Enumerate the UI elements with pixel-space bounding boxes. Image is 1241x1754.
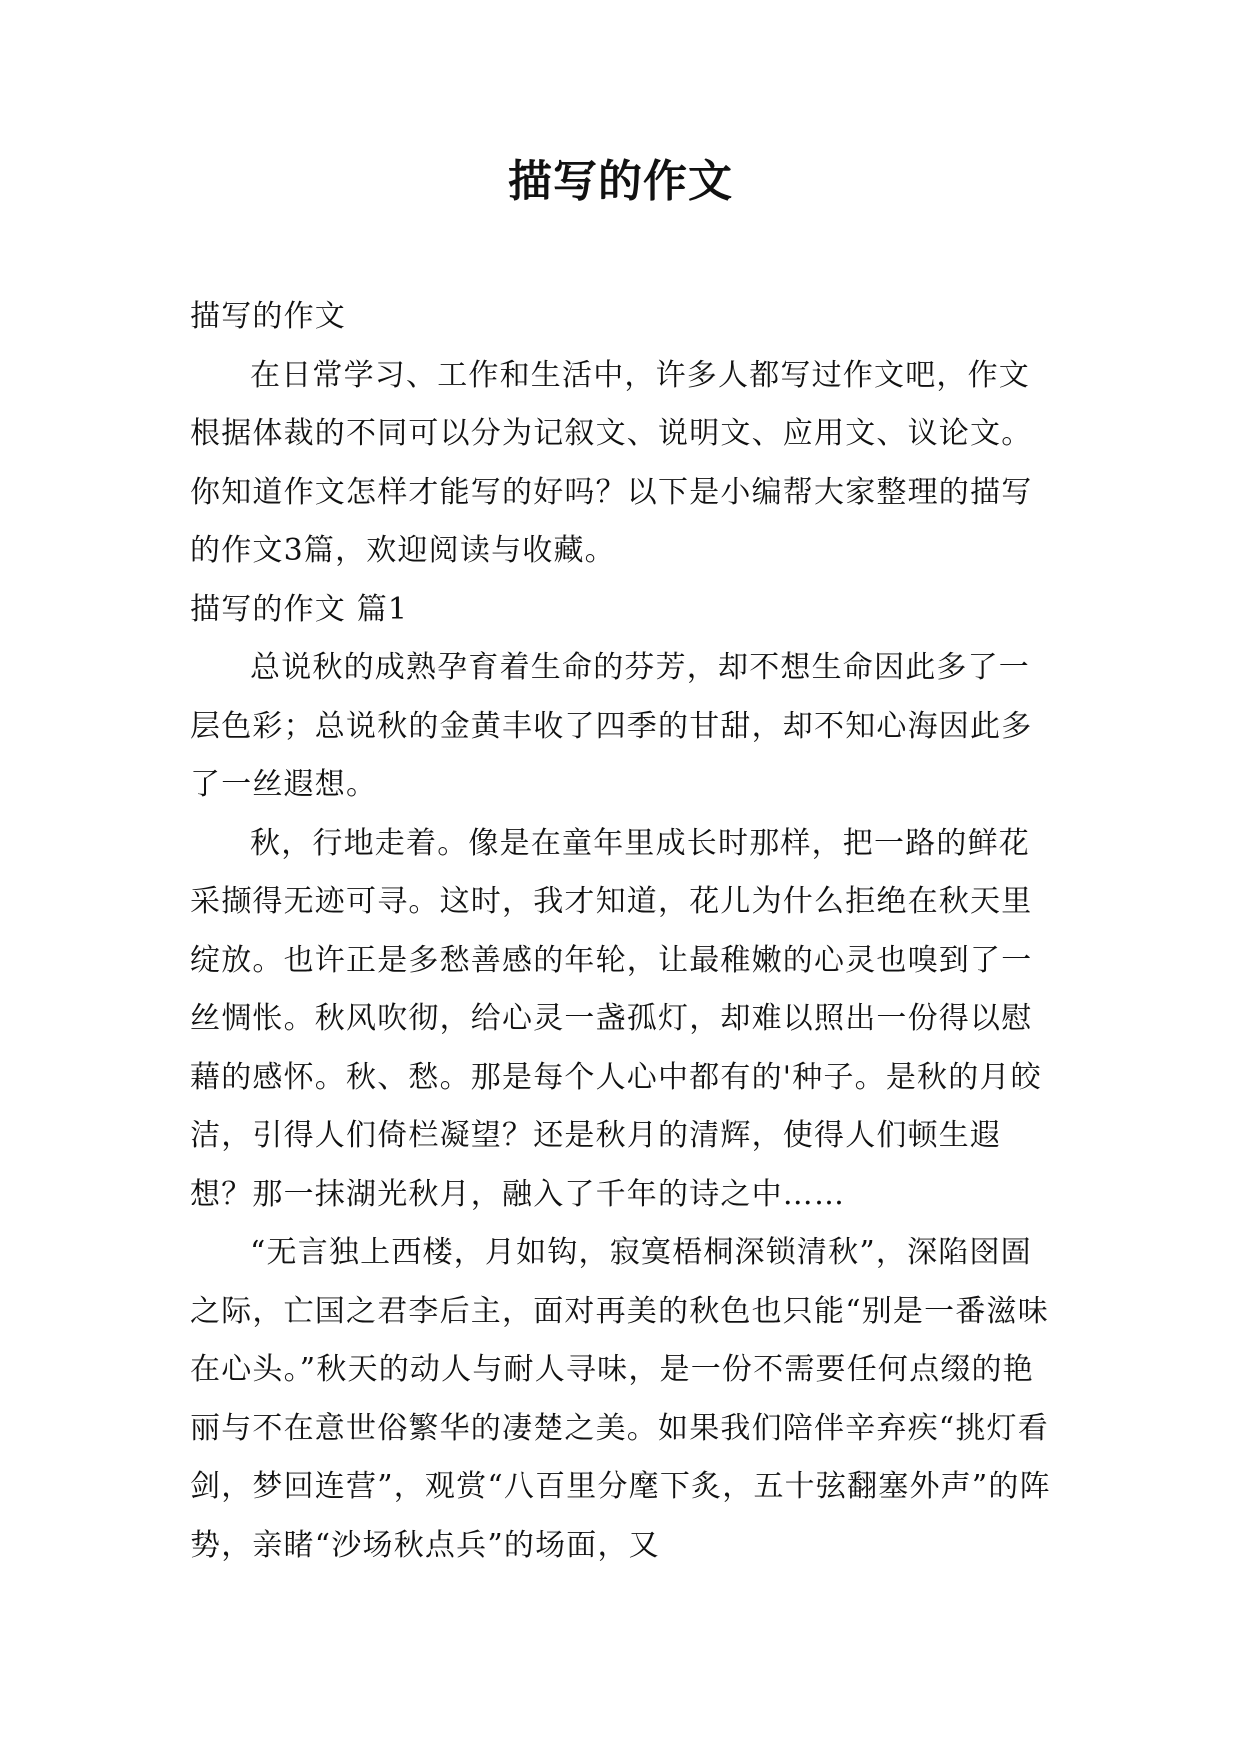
- body-paragraph: 秋，行地走着。像是在童年里成长时那样，把一路的鲜花采撷得无迹可寻。这时，我才知道，花儿为什么拒绝在秋天里绽放。也许正是多愁善感的年轮，让最稚嫩的心灵也嗅到了一丝惆怅。秋风吹彻，给心灵一盏孤灯，却难以照出一份得以慰藉的感怀。秋、愁。那是每个人心中都有的'种子。是秋的月皎洁，引得人们倚栏凝望？还是秋月的清辉，使得人们顿生遐想？那一抹湖光秋月，融入了千年的诗之中……: [190, 825, 1042, 1212]
- document-subtitle: 描写的作文: [190, 299, 346, 334]
- body-paragraph: “无言独上西楼，月如钩，寂寞梧桐深锁清秋”，深陷囹圄之际，亡国之君李后主，面对再美的秋色也只能“别是一番滋味在心头。”秋天的动人与耐人寻味，是一份不需要任何点缀的艳丽与不在意世俗繁华的凄楚之美。如果我们陪伴辛弃疾“挑灯看剑，梦回连营”，观赏“八百里分麾下炙，五十弦翻塞外声”的阵势，亲睹“沙场秋点兵”的场面，又: [190, 1235, 1051, 1563]
- section-heading: 描写的作文 篇1: [190, 591, 409, 627]
- intro-paragraph: 在日常学习、工作和生活中，许多人都写过作文吧，作文根据体裁的不同可以分为记叙文、说明文、应用文、议论文。你知道作文怎样才能写的好吗？以下是小编帮大家整理的描写的作文3篇，欢迎阅读与收藏。: [190, 357, 1033, 568]
- document-title: 描写的作文: [508, 156, 733, 207]
- document-body: [190, 288, 1060, 1575]
- body-paragraph: 总说秋的成熟孕育着生命的芬芳，却不想生命因此多了一层色彩；总说秋的金黄丰收了四季的甘甜，却不知心海因此多了一丝遐想。: [190, 650, 1033, 802]
